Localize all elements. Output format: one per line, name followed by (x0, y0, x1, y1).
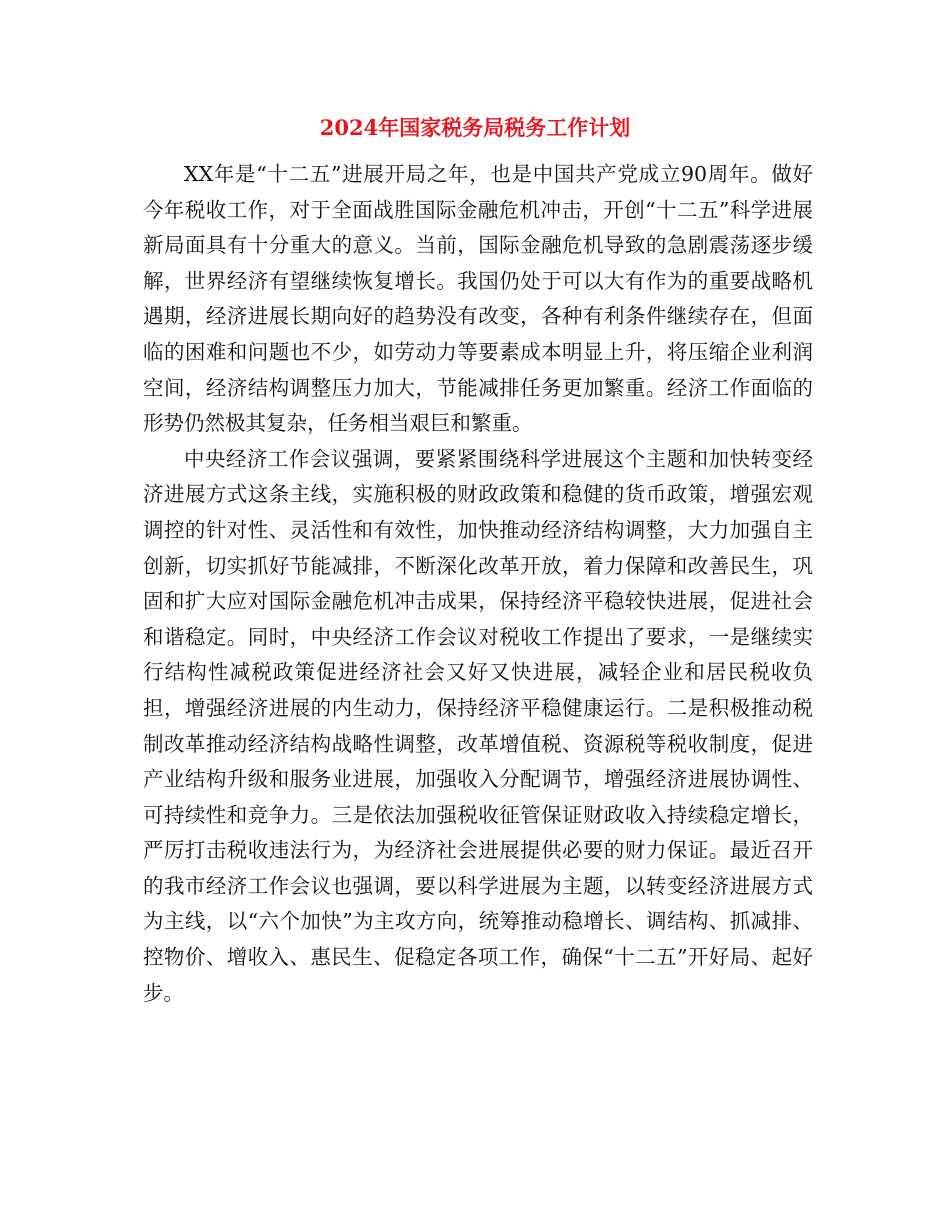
document-body (143, 157, 813, 1011)
paragraph-1: XX年是“十二五”进展开局之年，也是中国共产党成立90周年。做好今年税收工作，对于全面战胜国际金融危机冲击，开创“十二五”科学进展新局面具有十分重大的意义。当前，国际金融危机导致的急剧震荡逐步缓解，世界经济有望继续恢复增长。我国仍处于可以大有作为的重要战略机遇期，经济进展长期向好的趋势没有改变，各种有利条件继续存在，但面临的困难和问题也不少，如劳动力等要素成本明显上升，将压缩企业利润空间，经济结构调整压力加大，节能减排任务更加繁重。经济工作面临的形势仍然极其复杂，任务相当艰巨和繁重。 (143, 162, 813, 436)
paragraph-2: 中央经济工作会议强调，要紧紧围绕科学进展这个主题和加快转变经济进展方式这条主线，实施积极的财政政策和稳健的货币政策，增强宏观调控的针对性、灵活性和有效性，加快推动经济结构调整，大力加强自主创新，切实抓好节能减排，不断深化改革开放，着力保障和改善民生，巩固和扩大应对国际金融危机冲击成果，保持经济平稳较快进展，促进社会和谐稳定。同时，中央经济工作会议对税收工作提出了要求，一是继续实行结构性减税政策促进经济社会又好又快进展，减轻企业和居民税收负担，增强经济进展的内生动力，保持经济平稳健康运行。二是积极推动税制改革推动经济结构战略性调整，改革增值税、资源税等税收制度，促进产业结构升级和服务业进展，加强收入分配调节，增强经济进展协调性、可持续性和竞争力。三是依法加强税收征管保证财政收入持续稳定增长，严厉打击税收违法行为，为经济社会进展提供必要的财力保证。最近召开的我市经济工作会议也强调，要以科学进展为主题，以转变经济进展方式为主线，以“六个加快”为主攻方向，统筹推动稳增长、调结构、抓减排、控物价、增收入、惠民生、促稳定各项工作，确保“十二五”开好局、起好步。 (143, 446, 813, 1005)
document-title: 2024年国家税务局税务工作计划 (319, 115, 631, 140)
